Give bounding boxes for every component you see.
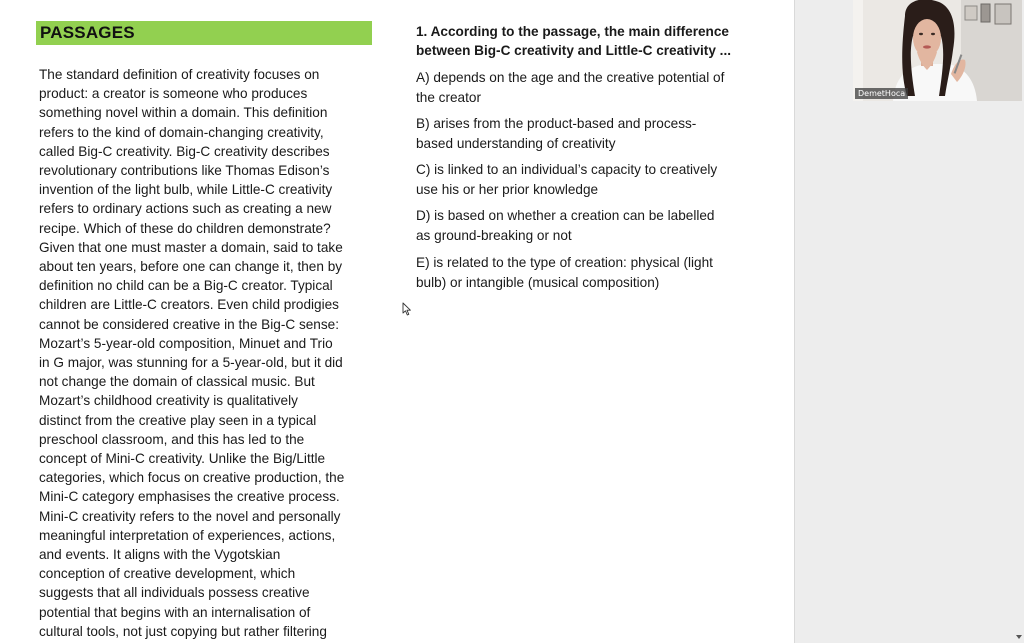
passage-line: meaningful interpretation of experiences, actions, [39, 527, 336, 543]
passages-heading-bar [36, 21, 372, 45]
passage-line: recipe. Which of these do children demonstrate? [39, 220, 331, 236]
passage-line: called Big-C creativity. Big-C creativity describes [39, 143, 330, 159]
option-b-line: based understanding of creativity [416, 135, 616, 151]
passage-line: potential that begins with an internalisation of [39, 604, 311, 620]
passage-line: Mozart’s childhood creativity is qualitatively [39, 393, 298, 409]
passage-line: refers to ordinary actions such as creating a new [39, 201, 332, 217]
webcam-feed-image [853, 0, 1022, 101]
option-c-line: use his or her prior knowledge [416, 181, 599, 197]
option-d-line: D) is based on whether a creation can be labelled [416, 208, 715, 223]
passage-line: refers to the kind of domain-changing creativity, [39, 124, 324, 140]
passage-line: definition no child can be a Big-C creator. Typical [39, 278, 333, 294]
question-stem-line: 1. According to the passage, the main difference [416, 24, 729, 39]
passage-line: revolutionary contributions like Thomas Edison’s [39, 163, 330, 178]
option-a-line: the creator [416, 89, 481, 105]
webcam-video[interactable] [853, 0, 1022, 101]
passage-line: children are Little-C creators. Even child prodigies [39, 297, 339, 313]
passage-line: product: a creator is someone who produces [39, 86, 308, 102]
passage-line: Given that one must master a domain, said to take [39, 239, 343, 255]
passage-line: concept of Mini-C creativity. Unlike the Big/Little [39, 451, 326, 466]
option-b-line: B) arises from the product-based and process- [416, 116, 697, 131]
option-a-line: A) depends on the age and the creative potential of [416, 70, 725, 85]
passage-line: cultural tools, not just copying but rather filtering [39, 623, 327, 639]
passage-line: distinct from the creative play seen in a typical [39, 412, 317, 428]
passage-line: categories, which focus on creative production, the [39, 470, 345, 486]
passages-heading: PASSAGES [40, 23, 135, 42]
passage-line: Mini-C category emphasises the creative process. [39, 489, 340, 505]
passage-line: suggests that all individuals possess creative [39, 585, 310, 601]
option-e-line: bulb) or intangible (musical composition) [416, 274, 660, 290]
passage-line: about ten years, before one can change it, then by [39, 259, 343, 274]
mouse-cursor-icon [402, 302, 412, 316]
option-c-line: C) is linked to an individual’s capacity to creatively [416, 162, 718, 177]
passage-line: cannot be considered creative in the Big-C sense: [39, 316, 339, 332]
question-stem-line: between Big-C creativity and Little-C creativity ... [416, 43, 731, 58]
passage-line: something novel within a domain. This definition [39, 105, 328, 121]
passage-line: conception of creative development, which [39, 566, 296, 582]
passage-line: Mozart’s 5-year-old composition, Minuet and Trio [39, 335, 333, 351]
participant-name-label: DemetHoca [855, 88, 908, 99]
passage-line: The standard definition of creativity focuses on [39, 67, 320, 82]
passage-line: invention of the light bulb, while Little-C creativity [39, 182, 333, 198]
passage-line: and events. It aligns with the Vygotskian [39, 547, 281, 562]
option-e-line: E) is related to the type of creation: physical (light [416, 255, 713, 270]
passage-line: Mini-C creativity refers to the novel and personally [39, 508, 341, 524]
passage-line: not change the domain of classical music. But [39, 374, 315, 390]
option-d-line: as ground-breaking or not [416, 227, 572, 243]
passage-line: preschool classroom, and this has led to the [39, 431, 305, 447]
scroll-down-arrow-icon[interactable] [1015, 633, 1023, 641]
passage-line: in G major, was stunning for a 5-year-old, but it did [39, 355, 343, 370]
